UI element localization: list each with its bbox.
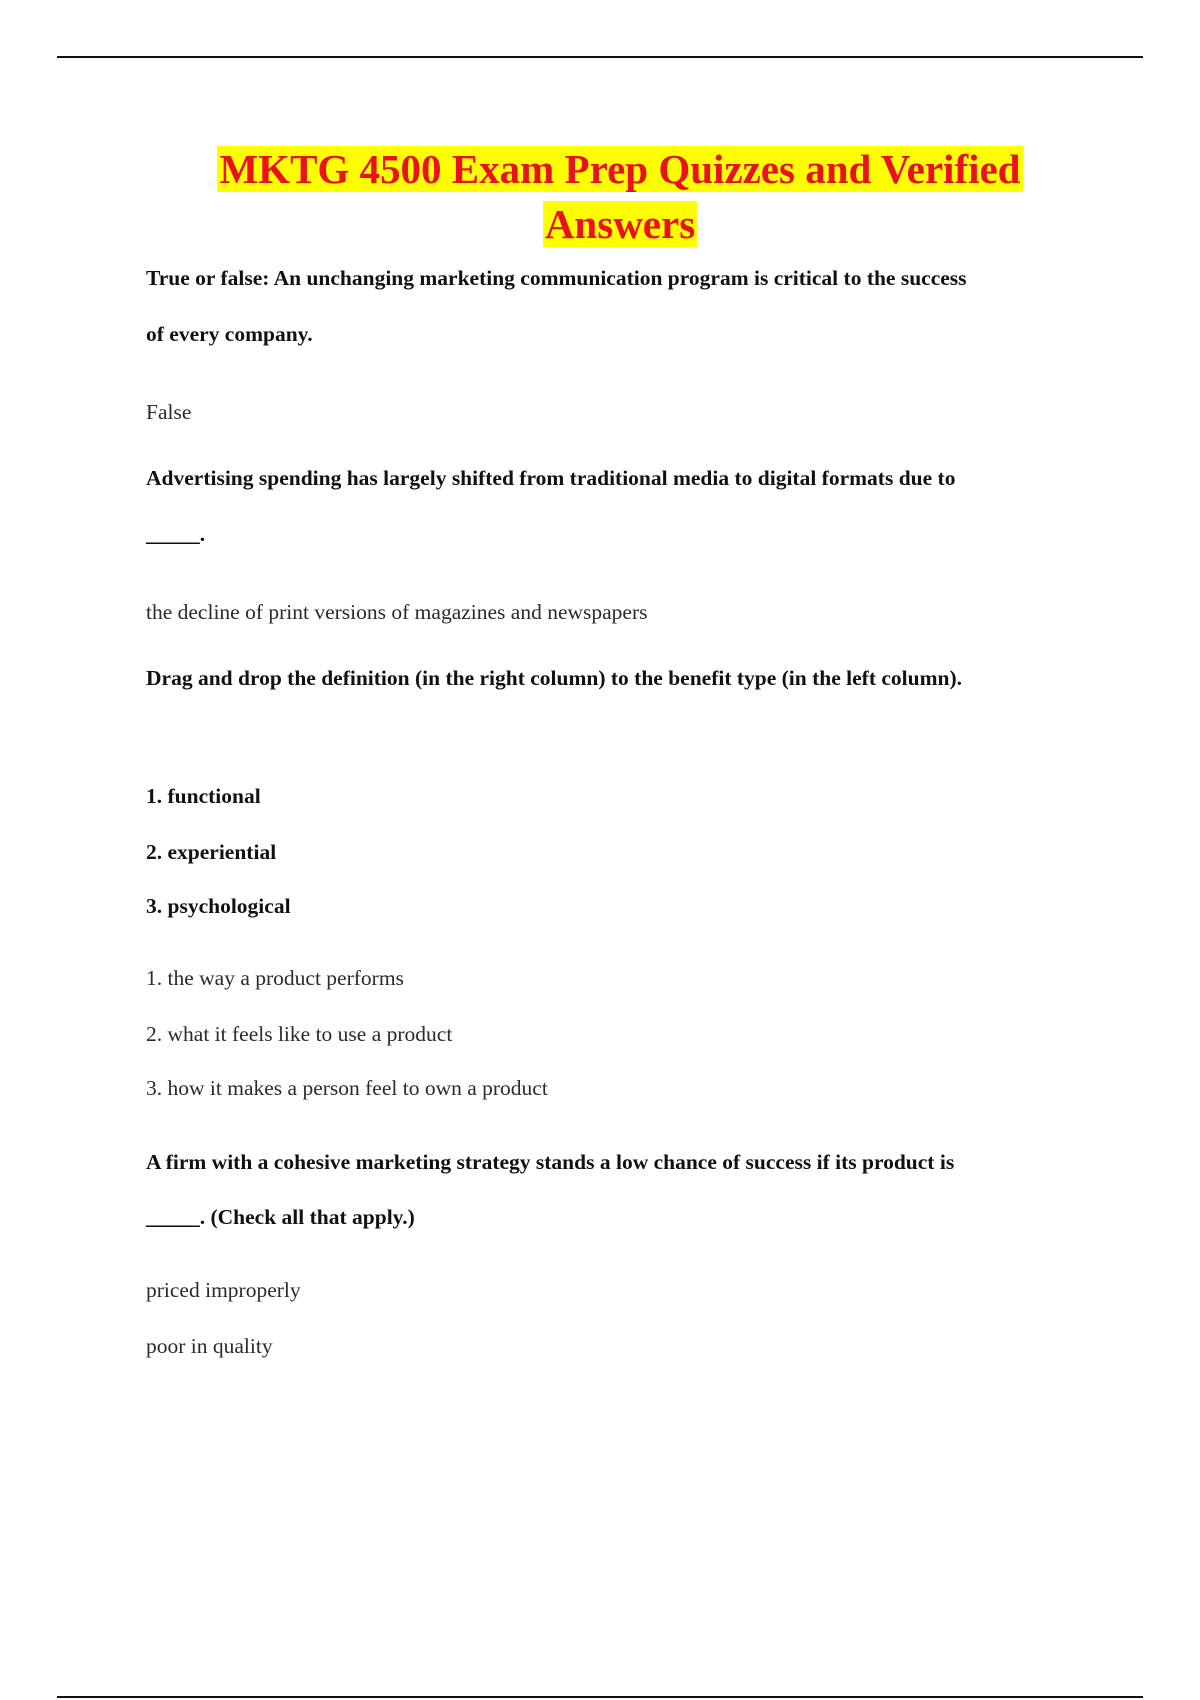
answer-4-item-2: poor in quality <box>146 1334 273 1358</box>
answer-3-item-1: 1. the way a product performs <box>146 966 404 990</box>
question-3-term-2: 2. experiential <box>146 840 277 864</box>
title-line-1: MKTG 4500 Exam Prep Quizzes and Verified <box>219 146 1021 192</box>
answer-4-item-1: priced improperly <box>146 1278 301 1302</box>
question-1-line-2: of every company. <box>146 322 313 346</box>
document-title <box>140 142 1100 252</box>
answer-3-item-2: 2. what it feels like to use a product <box>146 1022 453 1046</box>
question-4-line-1: A firm with a cohesive marketing strategy stands a low chance of success if its product is <box>146 1150 955 1174</box>
answer-2: the decline of print versions of magazines and newspapers <box>146 600 648 624</box>
question-1-line-1: True or false: An unchanging marketing communication program is critical to the success <box>146 266 967 290</box>
top-rule <box>57 56 1143 58</box>
question-2-line-2: _____. <box>146 522 206 546</box>
bottom-rule <box>57 1696 1143 1698</box>
question-3-term-3: 3. psychological <box>146 894 291 918</box>
question-2-line-1: Advertising spending has largely shifted from traditional media to digital formats due to <box>146 466 956 490</box>
title-line-2: Answers <box>544 201 696 247</box>
question-3-line-1: Drag and drop the definition (in the right column) to the benefit type (in the left column). <box>146 666 962 690</box>
answer-1: False <box>146 400 192 424</box>
question-3-term-1: 1. functional <box>146 784 261 808</box>
answer-3-item-3: 3. how it makes a person feel to own a product <box>146 1076 548 1100</box>
question-4-line-2: _____. (Check all that apply.) <box>146 1205 415 1229</box>
